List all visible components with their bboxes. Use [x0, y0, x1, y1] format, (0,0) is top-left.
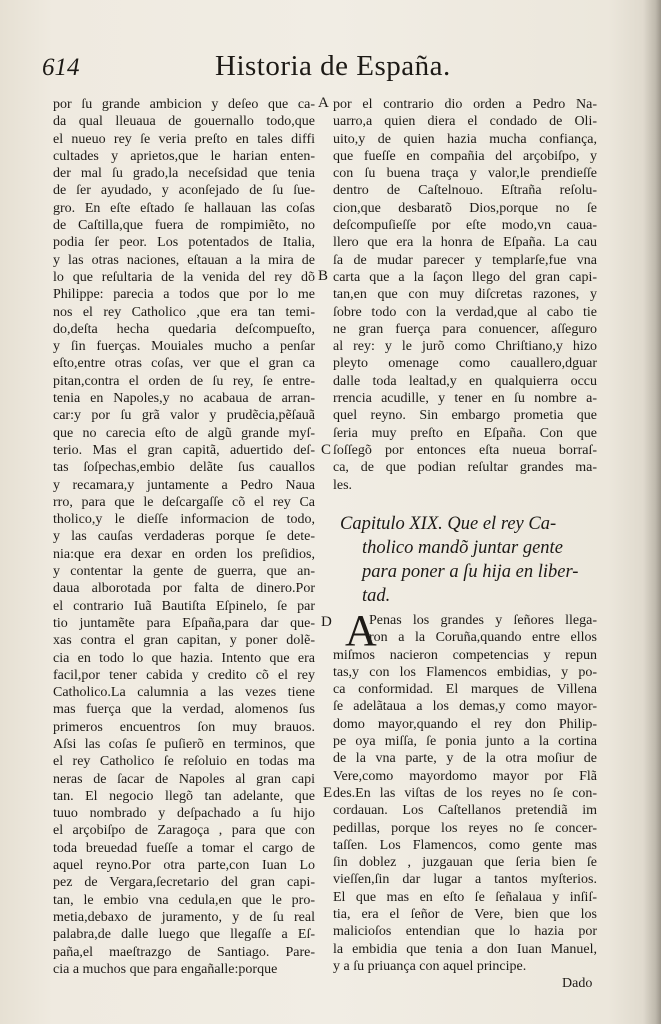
text-line: cultades y aprietos,que le harian enten-	[53, 148, 315, 164]
text-line: car:y por ſu grã valor y prudẽcia,pẽſauã	[53, 408, 315, 424]
text-line: miſmos nacieron competencias y repun	[333, 647, 597, 663]
text-line: malicioſos entendian que lo hazia por	[333, 924, 597, 940]
text-line: primeros encuentros ſon muy brauos.	[53, 719, 315, 735]
text-line: gro. En eſte eſtado ſe hallauan las coſas	[53, 200, 315, 216]
text-line: llero que era la honra de Eſpaña. La cau	[333, 235, 597, 251]
text-line: de Caſtilla,que fuera de rompimiẽto, no	[53, 218, 315, 234]
text-line: dalle toda lealtad,y en qualquierra occu	[333, 373, 597, 389]
text-line: neras de ſacar de Napoles al gran capi	[53, 771, 315, 787]
text-line: quel reyno. Sin embargo prometia que	[333, 408, 597, 424]
text-line: que fueſſe en compañia del arçobiſpo, y	[333, 148, 597, 164]
text-line: que no carecia eſto de algũ grande myſ-	[53, 425, 315, 441]
text-line: tenia en Napoles,y no acabaua de arran-	[53, 391, 315, 407]
text-line: el rey Catholico ſe reſoluio en todas ma	[53, 754, 315, 770]
text-line: tas ſoſpechas,embio delãte ſus cauallos	[53, 460, 315, 476]
text-line: rrencia acudille, y tener en ſu nombre a-	[333, 391, 597, 407]
chapter-heading-line: para poner a ſu hija en liber-	[362, 562, 579, 582]
text-line: pe oya miſſa, ſe ponia junto a la cortina	[333, 734, 597, 750]
text-line: Penas los grandes y ſeñores llega-	[369, 613, 597, 628]
text-line: el arçobiſpo de Zaragoça , para que con	[53, 823, 315, 839]
text-line: tan,en que con muy diſcretas razones, y	[333, 287, 597, 303]
text-line: el nueuo rey ſe veria preſto en tales diffi	[53, 131, 315, 147]
drop-cap: A	[345, 606, 377, 655]
page-number: 614	[42, 54, 80, 81]
text-line: cion,que desbaratõ Dios,porque no ſe	[333, 200, 597, 216]
text-line: vieſſen,ſin dar lugar a tantos myſterios.	[333, 872, 597, 888]
text-line: cia en todo lo que hazia. Intento que era	[53, 650, 315, 666]
text-line: uarro,a quien diera el condado de Oli-	[333, 114, 597, 130]
text-line: lo que reſultaria de la venida del rey dõ	[53, 269, 315, 285]
text-line: dentro de Caſtelnouo. Eſtraña reſolu-	[333, 183, 597, 199]
text-line: xas contra el gran capitan, y poner dolẽ-	[53, 633, 315, 649]
text-line: nos el rey Catholico ,que era tan temi-	[53, 304, 315, 320]
text-line: El que mas en eſto ſe ſeñalaua y inſiſ-	[333, 889, 597, 905]
text-line: aquel reyno.Por otra parte,con Iuan Lo	[53, 858, 315, 874]
text-line: con ſu buena traça y valor,le prendieſſe	[333, 166, 597, 182]
text-line: tio juntamẽte para Eſpaña,para dar que-	[53, 615, 315, 631]
text-line: y recamara,y juntamente a Pedro Naua	[53, 477, 315, 493]
margin-letter-d: D	[321, 614, 332, 630]
text-line: da qual lleuaua de gouernallo todo,que	[53, 114, 315, 130]
text-line: ſin doblez , juzgauan que ſeria bien ſe	[333, 855, 597, 871]
text-line: ca conformidad. El marques de Villena	[333, 682, 597, 698]
catchword: Dado	[562, 976, 593, 991]
text-line: der mal ſu grado,la neceſsidad que tenia	[53, 166, 315, 182]
text-line: do,deſta hecha quedaria deſcompueſto,	[53, 321, 315, 337]
right-column-bottom	[333, 606, 597, 975]
text-line: paña,el maeſtrazgo de Santiago. Pare-	[53, 944, 315, 960]
text-line: cia a muchos que para engañalle:porque	[53, 961, 278, 977]
text-line: tia, era el ſeñor de Vere, bien que los	[333, 907, 597, 923]
text-line: de ſer ayudado, y aconſejado de ſu ſue-	[53, 183, 315, 199]
text-line: des.En las viſtas de los reyes no ſe con-	[333, 785, 597, 801]
text-line: ſoſſegõ por entonces eſta nueua borraſ-	[333, 442, 597, 458]
text-line: ſeria muy preſto en Eſpaña. Con que	[333, 425, 597, 441]
left-column	[53, 96, 315, 978]
chapter-heading	[340, 512, 602, 608]
text-line: domo mayor,quando el rey don Philip-	[333, 716, 597, 732]
text-line: ſa de mudar parecer y templarſe,fue vna	[333, 252, 597, 268]
text-line: pleyto omenage como cauallero,dguar	[333, 356, 597, 372]
text-line: y a ſu priuança con aquel principe.	[333, 958, 527, 974]
chapter-heading-line: Capitulo XIX. Que el rey Ca-	[340, 514, 557, 534]
text-line: uito,y de quien hazia mucha confiança,	[333, 131, 597, 147]
text-line: ſobre todo con la verdad,que al cabo tie	[333, 304, 597, 320]
text-line: y las cauſas verdaderas porque ſe dete-	[53, 529, 315, 545]
text-line: Catholico.La calumnia a las vezes tiene	[53, 685, 315, 701]
text-line: pez de Vergara,ſecretario del gran capi-	[53, 875, 315, 891]
text-line: por el contrario dio orden a Pedro Na-	[333, 97, 597, 112]
text-line: y contentar la gente de guerra, que an-	[53, 564, 315, 580]
text-line: y las otras naciones, eſtauan a la mira de	[53, 252, 315, 268]
margin-letter-e: E	[323, 785, 333, 801]
text-line: el contrario Iuã Bautiſta Eſpinelo, ſe par	[53, 598, 315, 614]
text-line: les.	[333, 477, 353, 493]
text-line: tan. El negocio llegõ tan adelante, que	[53, 788, 315, 804]
text-line: ne gran fuerça para conuencer, aſſeguro	[333, 321, 597, 337]
text-line: ca, de que podian reſultar grandes ma-	[333, 460, 597, 476]
text-line: carta que a la ſaçon llego del gran capi-	[333, 269, 597, 285]
running-title: Historia de España.	[215, 50, 451, 82]
margin-letter-c: C	[321, 442, 332, 458]
text-line: tas,y con los Flamencos embidias, y po-	[333, 664, 597, 680]
margin-letter-b: B	[318, 268, 329, 284]
text-line: tan, le embio vna cedula,en que le pro-	[53, 892, 315, 908]
text-line: de la vna parte, y de la otra moſiur de	[333, 751, 597, 767]
chapter-heading-line: tholico mandõ juntar gente	[362, 538, 563, 558]
text-line: mas fuerça que la verdad, alomenos ſus	[53, 702, 315, 718]
text-line: taſſen. Los Flamencos, como gente mas	[333, 837, 597, 853]
text-line: facil,por tener cabida y credito cõ el rey	[53, 667, 315, 683]
text-line: pitan,contra el orden de ſu rey, ſe entre-	[53, 373, 315, 389]
text-line: ſe adelãtaua a los demas,y como mayor-	[333, 699, 597, 715]
text-line: podia ſer peor. Los potentados de Italia,	[53, 235, 315, 251]
text-line: al rey: y le jurõ como Chriſtiano,y hizo	[333, 339, 597, 355]
text-line: rro, para que le deſcargaſſe cõ el rey Ca	[53, 494, 315, 510]
text-line: Philippe: parecia a todos que por lo me	[53, 287, 315, 303]
text-line: nia:que era dexar en orden los preſidios,	[53, 546, 315, 562]
text-line: tholico,y le dieſſe informacion de todo,	[53, 512, 315, 528]
right-column-top	[333, 96, 597, 494]
text-line: tuuo nombrado y deſpachado a ſu hijo	[53, 806, 315, 822]
text-line: por ſu grande ambicion y deſeo que ca-	[53, 97, 315, 112]
text-line: metia,debaxo de juramento, y de ſu real	[53, 909, 315, 925]
text-line: terio. Mas el gran capitã, aduertido deſ-	[53, 442, 315, 458]
text-line: eſto,entre otras coſas, ver que el gran ca	[53, 356, 315, 372]
text-line: cordauan. Los Caſtellanos pretendiã im	[333, 803, 597, 819]
text-line: y ſin fuerças. Mouiales mucho a penſar	[53, 339, 315, 355]
text-line: pedillas, porque los reyes no ſe concer-	[333, 820, 597, 836]
text-line: palabra,de dalle luego que llegaſſe a Eſ-	[53, 927, 315, 943]
text-line: deſcompuſieſſe por eſte modo,vn caua-	[333, 218, 597, 234]
text-line: daua alborotada por falta de dinero.Por	[53, 581, 315, 597]
page-edge-shadow	[643, 0, 661, 1024]
text-line: toda breuedad fueſſe a tomar el cargo de	[53, 840, 315, 856]
margin-letter-a: A	[318, 95, 329, 111]
text-line: Aſsi las coſas ſe puſierõ en terminos, que	[53, 736, 315, 752]
text-line: Vere,como mayordomo mayor por Flã	[333, 768, 597, 784]
text-line: ron a la Coruña,quando entre ellos	[369, 630, 597, 646]
chapter-heading-line: tad.	[362, 586, 391, 606]
text-line: la embidia que tenia a don Iuan Manuel,	[333, 941, 597, 957]
